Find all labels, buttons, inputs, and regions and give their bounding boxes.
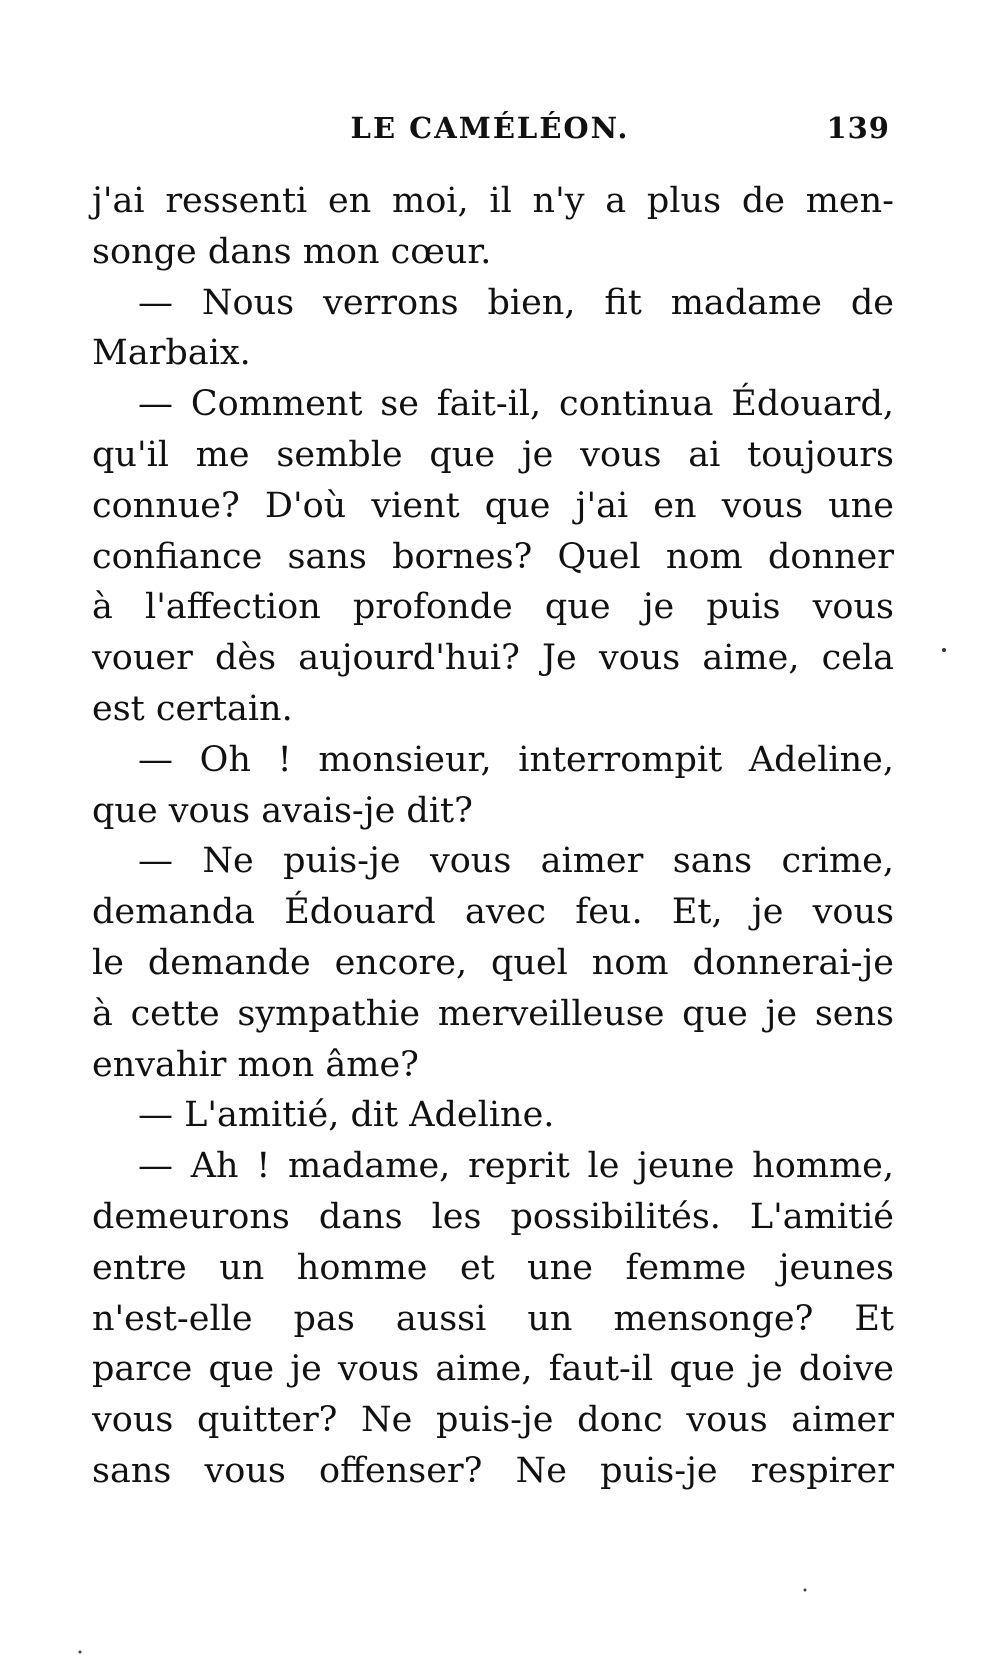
text-line-10: vouer dès aujourd'hui? Je vous aime, cela (92, 638, 894, 679)
text-line-25: vous quitter? Ne puis-je donc vous aimer (92, 1400, 894, 1441)
page-number: 139 (826, 111, 890, 145)
text-line-5: — Comment se fait-il, continua Édouard, (138, 384, 894, 425)
text-line-9: à l'affection profonde que je puis vous (92, 587, 894, 628)
speck-mark (79, 1651, 82, 1654)
text-line-2: songe dans mon cœur. (92, 231, 492, 272)
text-line-7: connue? D'où vient que j'ai en vous une (92, 485, 894, 526)
text-line-8: confiance sans bornes? Quel nom donner (92, 536, 894, 577)
running-head (90, 108, 890, 148)
text-line-20: — Ah ! madame, reprit le jeune homme, (138, 1146, 894, 1187)
text-line-4: Marbaix. (92, 333, 251, 374)
text-line-1: j'ai ressenti en moi, il n'y a plus de men- (92, 181, 894, 221)
body-text (92, 176, 894, 1497)
text-line-22: entre un homme et une femme jeunes (92, 1247, 894, 1288)
text-line-14: — Ne puis-je vous aimer sans crime, (138, 841, 894, 882)
text-line-3: — Nous verrons bien, fit madame de (138, 282, 894, 323)
text-line-26: sans vous offenser? Ne puis-je respirer (92, 1450, 894, 1491)
text-line-19: — L'amitié, dit Adeline. (138, 1095, 555, 1136)
text-line-24: parce que je vous aime, faut-il que je doive (92, 1349, 894, 1390)
text-line-23: n'est-elle pas aussi un mensonge? Et (92, 1298, 894, 1339)
running-title: LE CAMÉLÉON. (350, 111, 630, 145)
speck-mark (804, 1589, 807, 1592)
text-line-17: à cette sympathie merveilleuse que je sens (92, 993, 894, 1034)
speck-mark (942, 648, 946, 652)
text-line-21: demeurons dans les possibilités. L'amitié (92, 1196, 894, 1237)
text-line-12: — Oh ! monsieur, interrompit Adeline, (138, 739, 894, 780)
text-line-6: qu'il me semble que je vous ai toujours (92, 434, 894, 475)
text-line-15: demanda Édouard avec feu. Et, je vous (92, 892, 894, 933)
text-line-16: le demande encore, quel nom donnerai-je (92, 942, 894, 983)
text-line-11: est certain. (92, 688, 293, 729)
text-line-13: que vous avais-je dit? (92, 790, 473, 831)
text-line-18: envahir mon âme? (92, 1044, 419, 1085)
